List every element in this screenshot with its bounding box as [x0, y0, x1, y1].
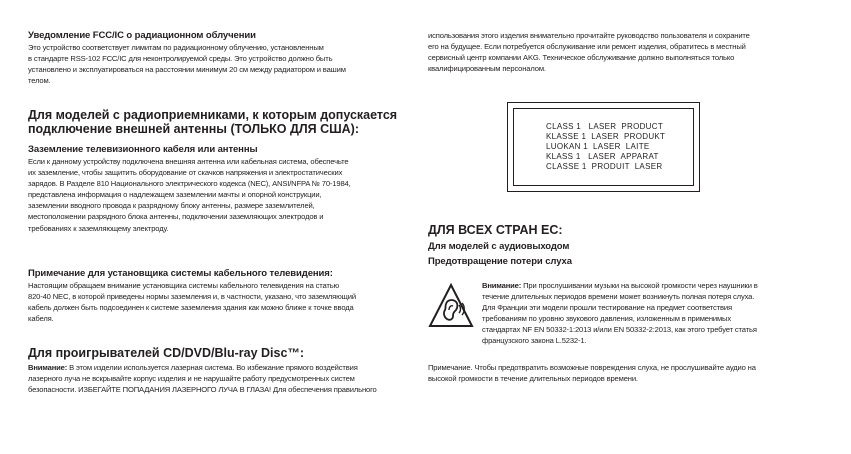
installer-line: Настоящим обращаем внимание установщика системы кабельного телевидения на статью	[28, 281, 340, 290]
grounding-title: Заземление телевизионного кабеля или антенны	[28, 144, 258, 155]
continuation-line: квалифицированным персоналом.	[428, 64, 546, 74]
hearing-note-paragraph	[428, 362, 756, 384]
warning-label: Внимание:	[28, 363, 68, 372]
players-line	[28, 362, 377, 373]
laser-label-line: LUOKAN 1 LASER LAITE	[546, 142, 650, 151]
grounding-line: зарядов. В Разделе 810 Национального электрического кодекса (NEC), ANSI/NFPA № 70-1984,	[28, 179, 351, 189]
installer-line: кабеля.	[28, 314, 54, 324]
hearing-warning-line: требованиям по уровню звукового давления, изложенным в применимых	[482, 314, 732, 324]
continuation-paragraph	[428, 30, 750, 74]
hearing-damage-warning-icon	[428, 283, 474, 329]
hearing-warning-line	[482, 280, 758, 291]
hearing-note-line: Примечание. Чтобы предотвратить возможные повреждения слуха, не прослушивайте аудио на	[428, 363, 756, 372]
laser-label-text	[546, 122, 665, 172]
installer-paragraph	[28, 280, 356, 324]
hearing-warning-text: При прослушивании музыки на высокой громкости через наушники в	[521, 281, 758, 290]
hearing-note-line: высокой громкости в течение длительных периодов времени.	[428, 374, 638, 384]
antenna-title-line-2: подключение внешней антенны (ТОЛЬКО ДЛЯ США):	[28, 122, 360, 136]
hearing-warning-line: Для Франции эти модели прошли тестирование на предмет соответствия	[482, 303, 732, 313]
fcc-line: установлено и эксплуатироваться на расстоянии минимум 20 см между радиатором и вашим	[28, 65, 346, 75]
grounding-line: представлена информация о надлежащем заземлении мачты и опорной конструкции,	[28, 190, 322, 200]
continuation-line: использования этого изделия внимательно прочитайте руководство пользователя и сохраните	[428, 31, 750, 40]
audio-models-title: Для моделей с аудиовыходом	[428, 241, 570, 252]
grounding-paragraph	[28, 156, 351, 234]
laser-label-line: KLASSE 1 LASER PRODUKT	[546, 132, 666, 141]
antenna-title-line-1: Для моделей с радиоприемниками, к которым допускается	[28, 108, 398, 122]
fcc-title: Уведомление FCC/IC о радиационном облучении	[28, 30, 256, 41]
players-line-text: В этом изделии используется лазерная система. Во избежание прямого воздействия	[67, 363, 358, 372]
fcc-paragraph	[28, 42, 346, 86]
fcc-line: Это устройство соответствует лимитам по радиационному облучению, установленным	[28, 43, 324, 52]
players-line: безопасности. ИЗБЕГАЙТЕ ПОПАДАНИЯ ЛАЗЕРНОГО ЛУЧА В ГЛАЗА! Для обеспечения правильного	[28, 385, 377, 395]
grounding-line: Если к данному устройству подключена внешняя антенна или кабельная система, обеспечьте	[28, 157, 349, 166]
laser-label-line: KLASS 1 LASER APPARAT	[546, 152, 659, 161]
continuation-line: его на будущее. Если потребуется обслуживание или ремонт изделия, обратитесь в местный	[428, 42, 746, 52]
installer-line: кабель должен быть подсоединен к системе заземления здания как можно ближе к точке ввода	[28, 303, 354, 313]
hearing-warning-line: французского закона L.5232-1.	[482, 336, 587, 346]
fcc-line: телом.	[28, 76, 51, 86]
hearing-warning-line: стандартах NF EN 50332-1:2013 и/или EN 50332-2:2013, как этого требует статья	[482, 325, 757, 335]
players-title: Для проигрывателей CD/DVD/Blu-ray Disc™:	[28, 346, 305, 360]
players-paragraph	[28, 362, 377, 395]
grounding-line: местоположении разрядного блока антенны, подключении заземляющих электродов и	[28, 212, 324, 222]
grounding-line: их заземление, чтобы защитить оборудование от скачков напряжения и электростатических	[28, 168, 343, 178]
hearing-warning-line: течение длительных периодов времени может возникнуть полная потеря слуха.	[482, 292, 755, 302]
fcc-line: в стандарте RSS-102 FCC/IC для неконтролируемой среды. Это устройство должно быть	[28, 54, 333, 64]
continuation-line: сервисный центр компании AKG. Техническое обслуживание должно выполняться только	[428, 53, 735, 63]
hearing-warning-paragraph	[482, 280, 758, 347]
laser-label-line: CLASS 1 LASER PRODUCT	[546, 122, 664, 131]
installer-note-title: Примечание для установщика системы кабельного телевидения:	[28, 268, 333, 279]
installer-line: 820-40 NEC, в которой приведены нормы заземления и, в частности, указано, что заземляющий	[28, 292, 356, 302]
laser-class-label	[507, 102, 700, 192]
grounding-line: требованиях к заземляющему электроду.	[28, 223, 169, 233]
grounding-line: заземлении вводного провода к разрядному блоку антенны, размере заземлителей,	[28, 201, 315, 211]
eu-title: ДЛЯ ВСЕХ СТРАН ЕС:	[428, 223, 563, 237]
hearing-loss-title: Предотвращение потери слуха	[428, 256, 572, 267]
laser-label-line: CLASSE 1 PRODUIT LASER	[546, 162, 663, 171]
warning-label: Внимание:	[482, 281, 522, 290]
players-line: лазерного луча не вскрывайте корпус изделия и не нарушайте работу предусмотренных систем	[28, 374, 355, 384]
